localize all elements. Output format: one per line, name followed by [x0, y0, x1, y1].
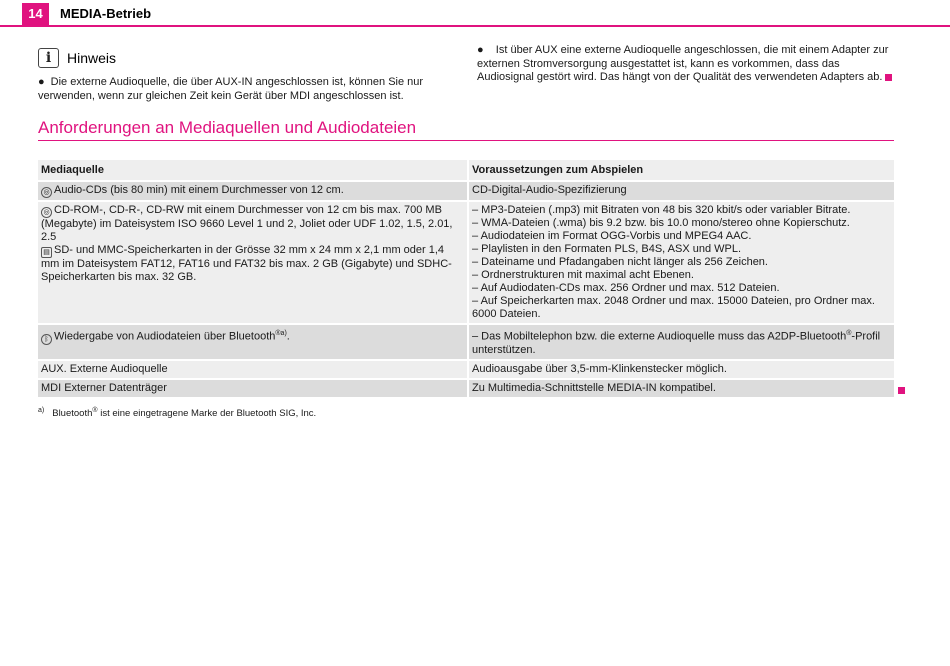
row-source: AUX. Externe Audioquelle — [38, 360, 468, 379]
table-header-row — [38, 160, 894, 181]
footnote-text-end: ist eine eingetragene Marke der Bluetooth SIG, Inc. — [97, 408, 317, 420]
table-row: ᛒ Wiedergabe von Audiodateien über Bluetooth$^{®a)}$. – Das Mobiltelephon bzw. die externe Audioquelle muss das A2DP-Bluetooth®-Profil unterstützen. — [38, 324, 894, 360]
requirement-line: – MP3-Dateien (.mp3) mit Bitraten von 48 bis 320 kbit/s oder variabler Bitrate. — [472, 204, 851, 216]
memory-card-icon: ▤ — [41, 247, 52, 258]
table-row — [38, 201, 894, 324]
info-icon: i — [38, 48, 59, 68]
media-table — [38, 160, 894, 399]
heading-divider — [38, 140, 894, 141]
right-note-text: Ist über AUX eine externe Audioquelle angeschlossen, die mit einem Adapter zur externen Stromversorgung ausgestattet ist, kann es vorkommen, dass das Audiosignal gestört wird. Das hängt von der Qualität des verwendeten Adapters ab. — [477, 44, 889, 83]
row-requirement: Zu Multimedia-Schnittstelle MEDIA-IN kompatibel. — [468, 379, 894, 398]
note-bullet — [38, 76, 448, 103]
col-header-source: Mediaquelle — [38, 160, 468, 181]
trademark-mark: ® — [846, 330, 852, 337]
page-number: 14 — [22, 3, 49, 25]
requirement-line: – Ordnerstrukturen mit maximal acht Ebenen. — [472, 269, 694, 281]
col-header-requirements: Voraussetzungen zum Abspielen — [468, 160, 894, 181]
footnote-text: Bluetooth — [52, 408, 93, 420]
cd-icon: ◎ — [41, 207, 52, 218]
main-heading: Anforderungen an Mediaquellen und Audiodateien — [38, 118, 417, 137]
trademark-footnote-mark: ®a) — [275, 330, 287, 337]
row-requirement: – Das Mobiltelephon bzw. die externe Audioquelle muss das A2DP-Bluetooth — [472, 330, 847, 343]
bullet-icon: ● — [38, 76, 45, 88]
requirement-line: – Dateiname und Pfadangaben nicht länger als 256 Zeichen. — [472, 256, 768, 268]
requirement-line: – Audiodateien im Format OGG-Vorbis und MPEG4 AAC. — [472, 230, 752, 242]
note-title: Hinweis — [67, 50, 117, 66]
table-row — [38, 379, 894, 398]
table-row — [38, 360, 894, 379]
row-source: MDI Externer Datenträger — [38, 379, 468, 398]
requirement-line: – WMA-Dateien (.wma) bis 9.2 bzw. bis 10.0 mono/stereo ohne Kopierschutz. — [472, 217, 850, 229]
note-bullet-text: Die externe Audioquelle, die über AUX-IN angeschlossen ist, können Sie nur verwenden, wenn zur gleichen Zeit kein Gerät über MDI angeschlossen ist. — [38, 76, 424, 102]
section-title: MEDIA-Betrieb — [60, 6, 152, 21]
row-source-cards: SD- und MMC-Speicherkarten in der Grösse 32 mm x 24 mm x 2,1 mm oder 1,4 mm im Dateisystem FAT12, FAT16 und FAT32 bis max. 2 GB (Gigabyte) und SDHC-Speicherkarten bis max. 32 GB. — [41, 244, 452, 283]
row-requirement: Audioausgabe über 3,5-mm-Klinkenstecker möglich. — [468, 360, 894, 379]
right-note — [477, 44, 897, 85]
note-box — [38, 48, 448, 103]
row-source: CD-ROM-, CD-R-, CD-RW mit einem Durchmesser von 12 cm bis max. 700 MB (Megabyte) im Dateisystem ISO 9660 Level 1 und 2, Joliet oder UDF 1.02, 1.5, 2.01, 2.5 — [41, 204, 453, 243]
page-header — [0, 0, 950, 27]
row-requirement: CD-Digital-Audio-Spezifizierung — [468, 181, 894, 201]
table-row — [38, 181, 894, 201]
cd-icon: ◎ — [41, 187, 52, 198]
row-source: Wiedergabe von Audiodateien über Bluetooth — [54, 330, 276, 343]
requirement-line: – Auf Speicherkarten max. 2048 Ordner und max. 15000 Dateien, pro Ordner max. 6000 Dateien. — [472, 295, 875, 320]
end-mark-icon — [885, 74, 892, 81]
footnote-mark: a) — [38, 407, 45, 414]
row-requirement-end: -Profil unterstützen. — [472, 330, 881, 356]
requirement-line: – Playlisten in den Formaten PLS, B4S, ASX und WPL. — [472, 243, 742, 255]
bullet-icon: ● — [477, 44, 484, 56]
row-source: Audio-CDs (bis 80 min) mit einem Durchmesser von 12 cm. — [54, 184, 344, 196]
bluetooth-icon: ᛒ — [41, 334, 52, 345]
trademark-mark: ® — [92, 407, 98, 414]
footnote — [38, 407, 316, 419]
requirement-line: – Auf Audiodaten-CDs max. 256 Ordner und max. 512 Dateien. — [472, 282, 780, 294]
end-mark-icon — [898, 387, 905, 394]
